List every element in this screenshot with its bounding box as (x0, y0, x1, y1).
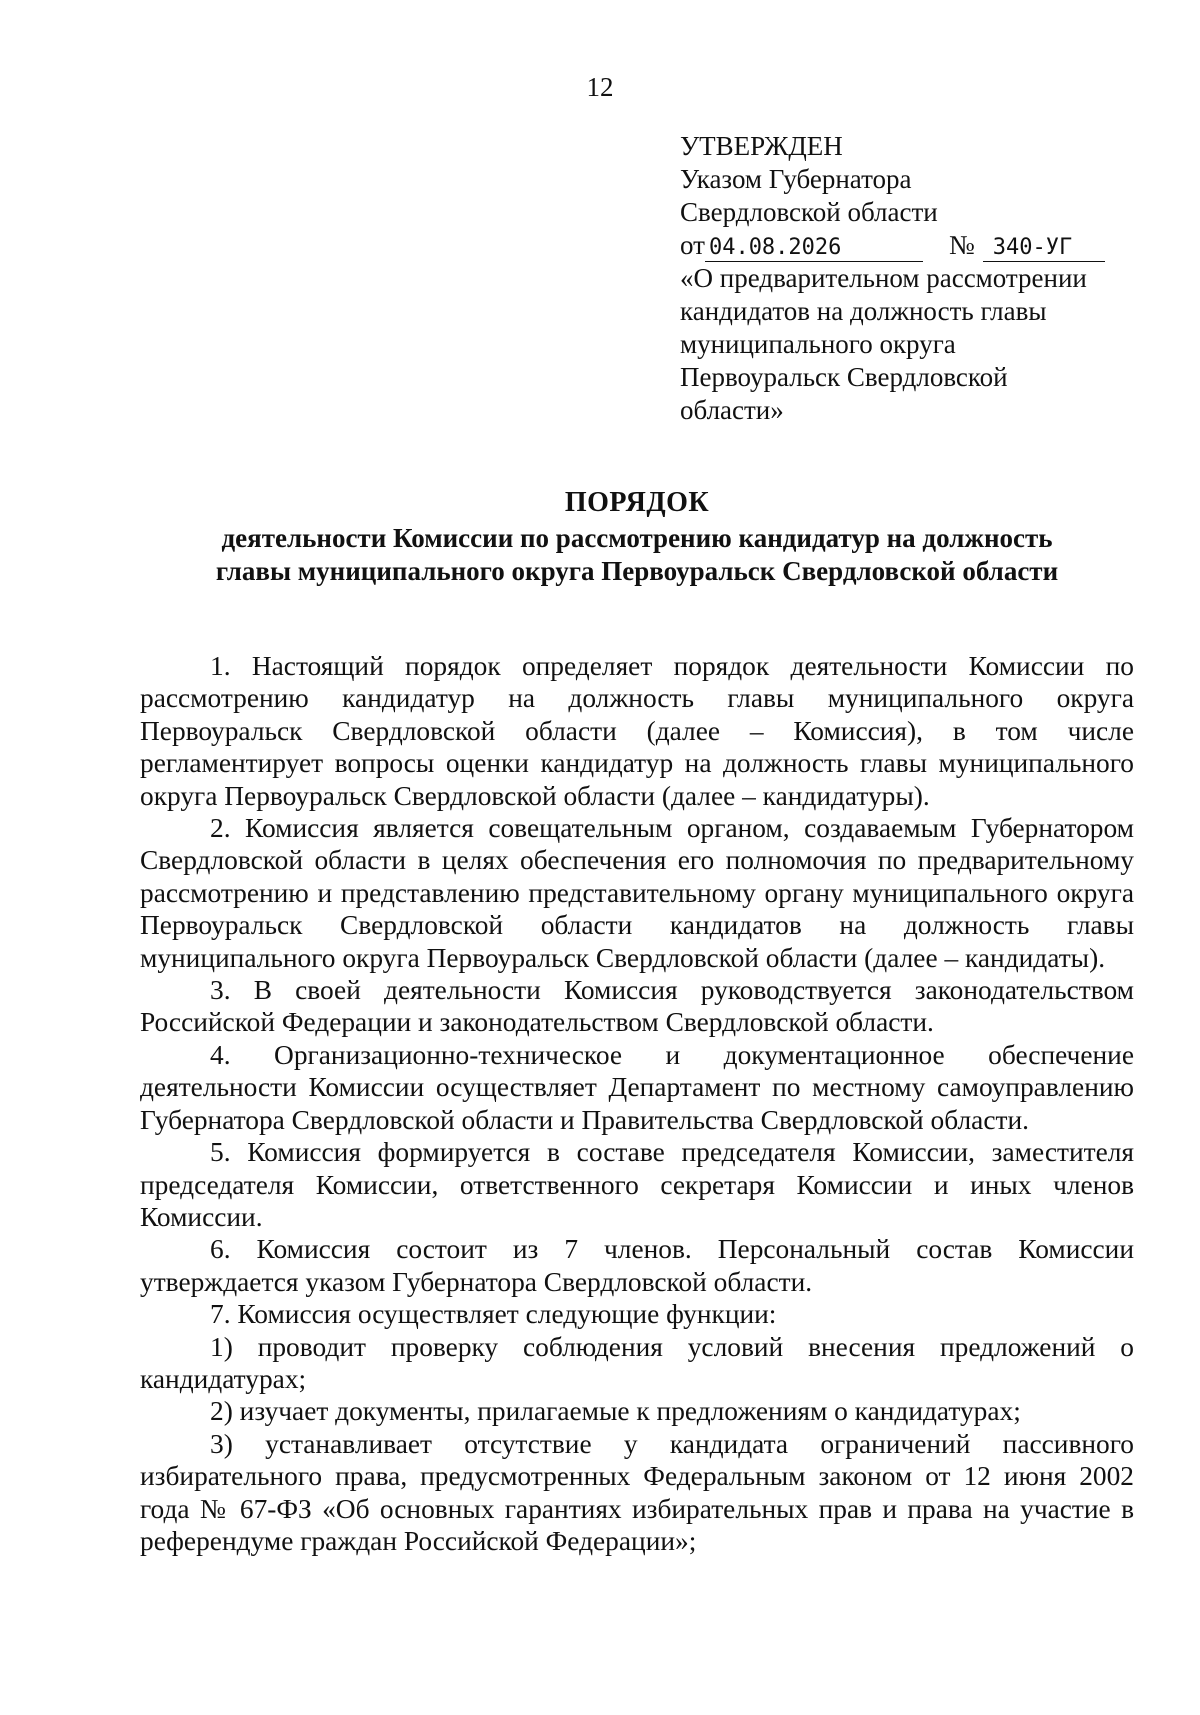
document-subtitle (150, 522, 1124, 588)
document-body (140, 650, 1134, 1557)
page-number: 12 (586, 72, 614, 102)
paragraph-6: 6. Комиссия состоит из 7 членов. Персональный состав Комиссии утверждается указом Губернатора Свердловской области. (140, 1234, 1134, 1297)
approval-heading: УТВЕРЖДЕН (680, 131, 843, 161)
approval-region: Свердловской области (680, 197, 938, 227)
decree-number: 340-УГ (983, 235, 1105, 262)
paragraph-2: 2. Комиссия является совещательным органом, создаваемым Губернатором Свердловской области в целях обеспечения его полномочия по предварительному рассмотрению и представлению представительному органу муниципального округа Первоуральск Свердловской области кандидатов на должность главы муниципального округа Первоуральск Свердловской области (далее – кандидаты). (140, 813, 1134, 973)
decree-subject-line: Первоуральск Свердловской (680, 362, 1008, 392)
paragraph-7-item-1: 1) проводит проверку соблюдения условий внесения предложений о кандидатурах; (140, 1331, 1134, 1394)
decree-subject-line: «О предварительном рассмотрении (680, 263, 1087, 293)
paragraph-3: 3. В своей деятельности Комиссия руководствуется законодательством Российской Федерации и законодательством Свердловской области. (140, 975, 1134, 1038)
decree-subject-line: муниципального округа (680, 329, 956, 359)
subtitle-line: главы муниципального округа Первоуральск Свердловской области (215, 556, 1059, 586)
approval-date-number-line (680, 229, 1120, 262)
paragraph-7-item-3: 3) устанавливает отсутствие у кандидата ограничений пассивного избирательного права, предусмотренных Федеральным законом от 12 июня 2002 года № 67-ФЗ «Об основных гарантиях избирательных прав и права на участие в референдуме граждан Российской Федерации»; (140, 1428, 1134, 1556)
decree-subject-line: кандидатов на должность главы (680, 296, 1047, 326)
date-prefix: от (680, 230, 705, 260)
approval-block (680, 130, 1120, 427)
paragraph-1: 1. Настоящий порядок определяет порядок деятельности Комиссии по рассмотрению кандидатур на должность главы муниципального округа Первоуральск Свердловской области (далее – Комиссия), в том числе регламентирует вопросы оценки кандидатур на должность главы муниципального округа Первоуральск Свердловской области (далее – кандидатуры). (140, 651, 1134, 811)
number-sign: № (948, 230, 975, 260)
paragraph-4: 4. Организационно-техническое и документационное обеспечение деятельности Комиссии осуществляет Департамент по местному самоуправлению Губернатора Свердловской области и Правительства Свердловской области. (140, 1039, 1134, 1135)
decree-subject-line: области» (680, 395, 784, 425)
document-title: ПОРЯДОК (564, 487, 710, 518)
paragraph-7-item-2: 2) изучает документы, прилагаемые к предложениям о кандидатурах; (210, 1396, 1021, 1427)
paragraph-5: 5. Комиссия формируется в составе председателя Комиссии, заместителя председателя Комиссии, ответственного секретаря Комиссии и иных членов Комиссии. (140, 1137, 1134, 1232)
paragraph-7: 7. Комиссия осуществляет следующие функции: (210, 1299, 777, 1330)
decree-date: 04.08.2026 (705, 235, 923, 262)
approval-authority: Указом Губернатора (680, 164, 912, 194)
subtitle-line: деятельности Комиссии по рассмотрению кандидатур на должность (221, 523, 1053, 553)
